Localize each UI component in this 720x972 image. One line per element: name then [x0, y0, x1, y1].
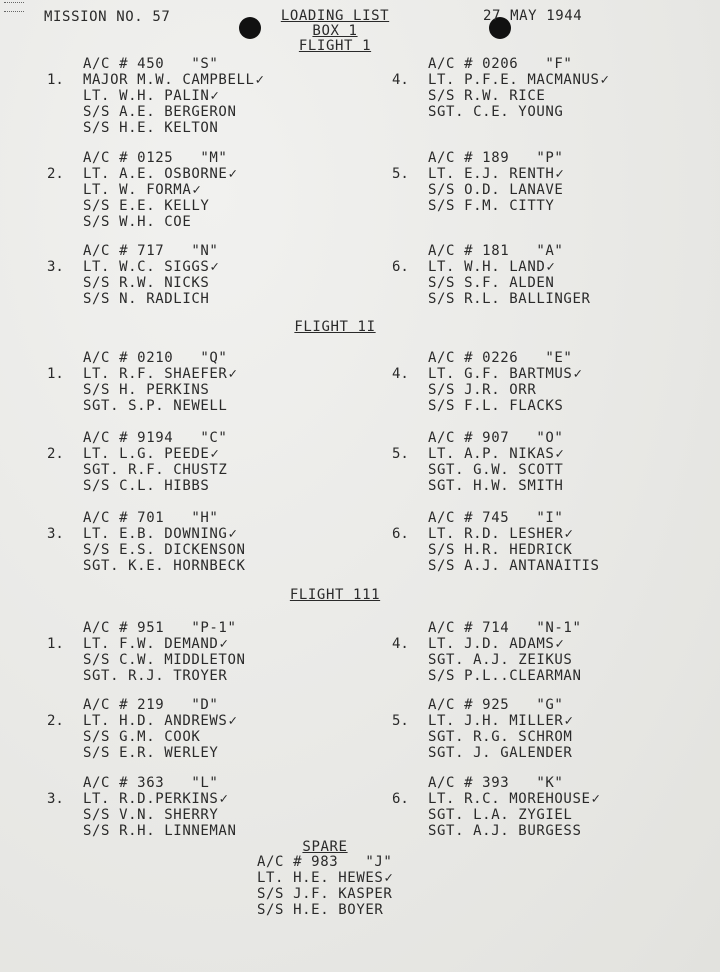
- aircraft-line: A/C # 9194 "C": [83, 430, 228, 446]
- aircraft-crew-block: [428, 620, 582, 684]
- check-mark-icon: ✓: [210, 259, 220, 275]
- crew-member-name: S/S C.W. MIDDLETON: [83, 652, 246, 668]
- aircraft-crew-block: [83, 350, 238, 414]
- crew-member-name: MAJOR M.W. CAMPBELL: [83, 72, 255, 88]
- crew-member-name: LT. A.P. NIKAS: [428, 446, 555, 462]
- crew-member-name: SGT. G.W. SCOTT: [428, 462, 564, 478]
- check-mark-icon: ✓: [591, 791, 601, 807]
- crew-member-name: S/S P.L..CLEARMAN: [428, 668, 582, 684]
- aircraft-crew-block: [83, 697, 238, 761]
- crew-member-line: [83, 558, 246, 574]
- crew-member-name: S/S G.M. COOK: [83, 729, 201, 745]
- crew-member-line: [83, 462, 227, 478]
- check-mark-icon: ✓: [573, 366, 583, 382]
- crew-member-line: [428, 807, 601, 823]
- crew-member-name: S/S H.E. KELTON: [83, 120, 219, 136]
- crew-member-name: SGT. S.P. NEWELL: [83, 398, 228, 414]
- crew-member-line: [428, 398, 583, 414]
- crew-member-name: SGT. H.W. SMITH: [428, 478, 564, 494]
- crew-member-name: S/S R.H. LINNEMAN: [83, 823, 237, 839]
- crew-member-name: S/S E.R. WERLEY: [83, 745, 219, 761]
- aircraft-line: A/C # 0226 "E": [428, 350, 573, 366]
- crew-member-line: [428, 72, 610, 88]
- crew-member-name: S/S N. RADLICH: [83, 291, 210, 307]
- entry-number: 2.: [47, 166, 64, 182]
- check-mark-icon: ✓: [564, 713, 574, 729]
- entry-number: 6.: [392, 526, 409, 542]
- crew-member-name: S/S F.L. FLACKS: [428, 398, 564, 414]
- crew-member-line: [83, 214, 238, 230]
- aircraft-line: A/C # 0206 "F": [428, 56, 573, 72]
- crew-member-line: [428, 745, 573, 761]
- crew-member-line: [83, 366, 238, 382]
- spare-heading: SPARE: [302, 839, 348, 855]
- entry-number: 4.: [392, 366, 409, 382]
- crew-member-name: S/S S.F. ALDEN: [428, 275, 555, 291]
- crew-member-line: [83, 729, 238, 745]
- crew-member-line: [428, 382, 583, 398]
- check-mark-icon: ✓: [555, 446, 565, 462]
- crew-member-line: [428, 791, 601, 807]
- crew-member-name: SGT. A.J. BURGESS: [428, 823, 582, 839]
- aircraft-line: A/C # 189 "P": [428, 150, 564, 166]
- check-mark-icon: ✓: [255, 72, 265, 88]
- crew-member-name: LT. L.G. PEEDE: [83, 446, 210, 462]
- aircraft-line: A/C # 745 "I": [428, 510, 564, 526]
- check-mark-icon: ✓: [384, 870, 394, 886]
- check-mark-icon: ✓: [555, 166, 565, 182]
- spare-crew-block: [257, 854, 393, 918]
- crew-member-line: [428, 823, 601, 839]
- crew-member-line: [83, 807, 237, 823]
- crew-member-name: LT. J.D. ADAMS: [428, 636, 555, 652]
- crew-member-line: [428, 166, 564, 182]
- crew-member-name: LT. H.D. ANDREWS: [83, 713, 228, 729]
- crew-member-name: S/S V.N. SHERRY: [83, 807, 219, 823]
- aircraft-line: A/C # 0125 "M": [83, 150, 228, 166]
- entry-number: 5.: [392, 166, 409, 182]
- aircraft-line: A/C # 0210 "Q": [83, 350, 228, 366]
- crew-member-line: [428, 198, 564, 214]
- crew-member-name: LT. R.D.PERKINS: [83, 791, 219, 807]
- crew-member-name: LT. W.H. LAND: [428, 259, 546, 275]
- entry-number: 3.: [47, 259, 64, 275]
- entry-number: 3.: [47, 791, 64, 807]
- crew-member-line: [428, 182, 564, 198]
- check-mark-icon: ✓: [219, 791, 229, 807]
- document-title: LOADING LIST: [280, 8, 390, 24]
- aircraft-line: A/C # 701 "H": [83, 510, 219, 526]
- mission-number: MISSION NO. 57: [44, 9, 171, 25]
- crew-member-line: [83, 198, 238, 214]
- crew-member-line: [83, 668, 246, 684]
- crew-member-line: [83, 745, 238, 761]
- crew-member-line: [428, 729, 573, 745]
- crew-member-line: [83, 446, 227, 462]
- crew-member-name: S/S A.J. ANTANAITIS: [428, 558, 600, 574]
- entry-number: 4.: [392, 72, 409, 88]
- crew-member-name: LT. E.J. RENTH: [428, 166, 555, 182]
- section-heading-flight-1: FLIGHT 1: [298, 38, 372, 54]
- aircraft-line: A/C # 363 "L": [83, 775, 219, 791]
- aircraft-crew-block: [428, 697, 573, 761]
- crew-member-name: S/S H. PERKINS: [83, 382, 210, 398]
- check-mark-icon: ✓: [555, 636, 565, 652]
- crew-member-name: S/S E.E. KELLY: [83, 198, 210, 214]
- crew-member-line: [83, 120, 265, 136]
- crew-member-line: [83, 259, 219, 275]
- crew-member-name: LT. W.H. PALIN: [83, 88, 210, 104]
- aircraft-crew-block: [83, 510, 246, 574]
- crew-member-line: [83, 104, 265, 120]
- check-mark-icon: ✓: [228, 166, 238, 182]
- crew-member-name: SGT. C.E. YOUNG: [428, 104, 564, 120]
- crew-member-line: [83, 398, 238, 414]
- spare-crew-line: S/S J.F. KASPER: [257, 886, 393, 902]
- crew-member-name: S/S O.D. LANAVE: [428, 182, 564, 198]
- crew-member-line: [428, 275, 591, 291]
- aircraft-line: A/C # 907 "O": [428, 430, 564, 446]
- crew-member-line: [428, 446, 564, 462]
- crew-member-line: [428, 713, 573, 729]
- aircraft-crew-block: [428, 243, 591, 307]
- crew-member-name: SGT. R.J. TROYER: [83, 668, 228, 684]
- crew-member-line: [428, 542, 600, 558]
- check-mark-icon: ✓: [210, 88, 220, 104]
- crew-member-line: [428, 636, 582, 652]
- entry-number: 6.: [392, 791, 409, 807]
- check-mark-icon: ✓: [600, 72, 610, 88]
- aircraft-crew-block: [83, 620, 246, 684]
- crew-member-line: [428, 652, 582, 668]
- spare-crew-line: LT. H.E. HEWES✓: [257, 870, 394, 886]
- check-mark-icon: ✓: [228, 526, 238, 542]
- crew-member-name: LT. R.C. MOREHOUSE: [428, 791, 591, 807]
- crew-member-line: [428, 366, 583, 382]
- crew-member-line: [83, 382, 238, 398]
- entry-number: 5.: [392, 713, 409, 729]
- crew-member-name: LT. E.B. DOWNING: [83, 526, 228, 542]
- crew-member-name: LT. P.F.E. MACMANUS: [428, 72, 600, 88]
- crew-member-line: [428, 462, 564, 478]
- check-mark-icon: ✓: [219, 636, 229, 652]
- aircraft-line: A/C # 925 "G": [428, 697, 564, 713]
- crew-member-line: [428, 526, 600, 542]
- crew-member-name: S/S H.R. HEDRICK: [428, 542, 573, 558]
- crew-member-name: SGT. K.E. HORNBECK: [83, 558, 246, 574]
- aircraft-line: A/C # 393 "K": [428, 775, 564, 791]
- check-mark-icon: ✓: [546, 259, 556, 275]
- aircraft-line: A/C # 219 "D": [83, 697, 219, 713]
- entry-number: 3.: [47, 526, 64, 542]
- crew-member-name: LT. F.W. DEMAND: [83, 636, 219, 652]
- aircraft-crew-block: [83, 243, 219, 307]
- crew-member-name: S/S E.S. DICKENSON: [83, 542, 246, 558]
- aircraft-crew-block: [83, 775, 237, 839]
- aircraft-crew-block: [428, 430, 564, 494]
- crew-member-line: [428, 291, 591, 307]
- aircraft-crew-block: [83, 430, 227, 494]
- aircraft-line: A/C # 951 "P-1": [83, 620, 237, 636]
- entry-number: 1.: [47, 366, 64, 382]
- crew-member-line: [83, 713, 238, 729]
- aircraft-crew-block: [83, 150, 238, 230]
- entry-number: 2.: [47, 713, 64, 729]
- crew-member-line: [83, 291, 219, 307]
- aircraft-crew-block: [428, 350, 583, 414]
- crew-member-name: S/S R.W. RICE: [428, 88, 546, 104]
- crew-member-line: [83, 636, 246, 652]
- aircraft-line: A/C # 717 "N": [83, 243, 219, 259]
- punch-hole-left: [239, 17, 261, 39]
- check-mark-icon: ✓: [210, 446, 220, 462]
- crew-member-line: [428, 668, 582, 684]
- aircraft-crew-block: [428, 510, 600, 574]
- crew-member-name: SGT. R.F. CHUSTZ: [83, 462, 228, 478]
- aircraft-crew-block: [428, 150, 564, 214]
- crew-member-line: [83, 275, 219, 291]
- crew-member-name: S/S C.L. HIBBS: [83, 478, 210, 494]
- entry-number: 2.: [47, 446, 64, 462]
- crew-member-line: [428, 104, 610, 120]
- crew-member-name: SGT. R.G. SCHROM: [428, 729, 573, 745]
- crew-member-name: SGT. A.J. ZEIKUS: [428, 652, 573, 668]
- crew-member-name: SGT. J. GALENDER: [428, 745, 573, 761]
- check-mark-icon: ✓: [192, 182, 202, 198]
- crew-member-line: [83, 526, 246, 542]
- entry-number: 4.: [392, 636, 409, 652]
- crew-member-name: S/S F.M. CITTY: [428, 198, 555, 214]
- crew-member-name: S/S R.L. BALLINGER: [428, 291, 591, 307]
- crew-member-line: [83, 542, 246, 558]
- spare-crew-line: S/S H.E. BOYER: [257, 902, 384, 918]
- crew-member-name: S/S R.W. NICKS: [83, 275, 210, 291]
- aircraft-line: A/C # 181 "A": [428, 243, 564, 259]
- crew-member-line: [428, 88, 610, 104]
- crew-member-name: LT. W.C. SIGGS: [83, 259, 210, 275]
- entry-number: 6.: [392, 259, 409, 275]
- document-date: 27 MAY 1944: [483, 8, 583, 24]
- crew-member-name: LT. R.D. LESHER: [428, 526, 564, 542]
- crew-member-name: LT. W. FORMA: [83, 182, 192, 198]
- crew-member-line: [428, 558, 600, 574]
- corner-mark: [4, 2, 24, 12]
- section-heading-flight-2: FLIGHT 1I: [294, 319, 376, 335]
- crew-member-line: [83, 182, 238, 198]
- crew-member-line: [83, 823, 237, 839]
- crew-member-line: [83, 652, 246, 668]
- check-mark-icon: ✓: [228, 366, 238, 382]
- crew-member-name: LT. G.F. BARTMUS: [428, 366, 573, 382]
- crew-member-line: [428, 259, 591, 275]
- aircraft-line: A/C # 450 "S": [83, 56, 219, 72]
- crew-member-line: [83, 478, 227, 494]
- spare-aircraft-line: A/C # 983 "J": [257, 854, 393, 870]
- crew-member-line: [83, 88, 265, 104]
- entry-number: 1.: [47, 636, 64, 652]
- crew-member-name: S/S W.H. COE: [83, 214, 192, 230]
- aircraft-crew-block: [83, 56, 265, 136]
- section-heading-flight-3: FLIGHT 111: [289, 587, 381, 603]
- aircraft-crew-block: [428, 56, 610, 120]
- crew-member-line: [83, 791, 237, 807]
- crew-member-name: LT. R.F. SHAEFER: [83, 366, 228, 382]
- entry-number: 1.: [47, 72, 64, 88]
- check-mark-icon: ✓: [564, 526, 574, 542]
- crew-member-line: [428, 478, 564, 494]
- crew-member-name: SGT. L.A. ZYGIEL: [428, 807, 573, 823]
- check-mark-icon: ✓: [228, 713, 238, 729]
- crew-member-name: LT. A.E. OSBORNE: [83, 166, 228, 182]
- crew-member-name: LT. J.H. MILLER: [428, 713, 564, 729]
- crew-member-line: [83, 166, 238, 182]
- aircraft-crew-block: [428, 775, 601, 839]
- crew-member-line: [83, 72, 265, 88]
- aircraft-line: A/C # 714 "N-1": [428, 620, 582, 636]
- box-label: BOX 1: [312, 23, 358, 39]
- crew-member-name: S/S J.R. ORR: [428, 382, 537, 398]
- crew-member-name: S/S A.E. BERGERON: [83, 104, 237, 120]
- entry-number: 5.: [392, 446, 409, 462]
